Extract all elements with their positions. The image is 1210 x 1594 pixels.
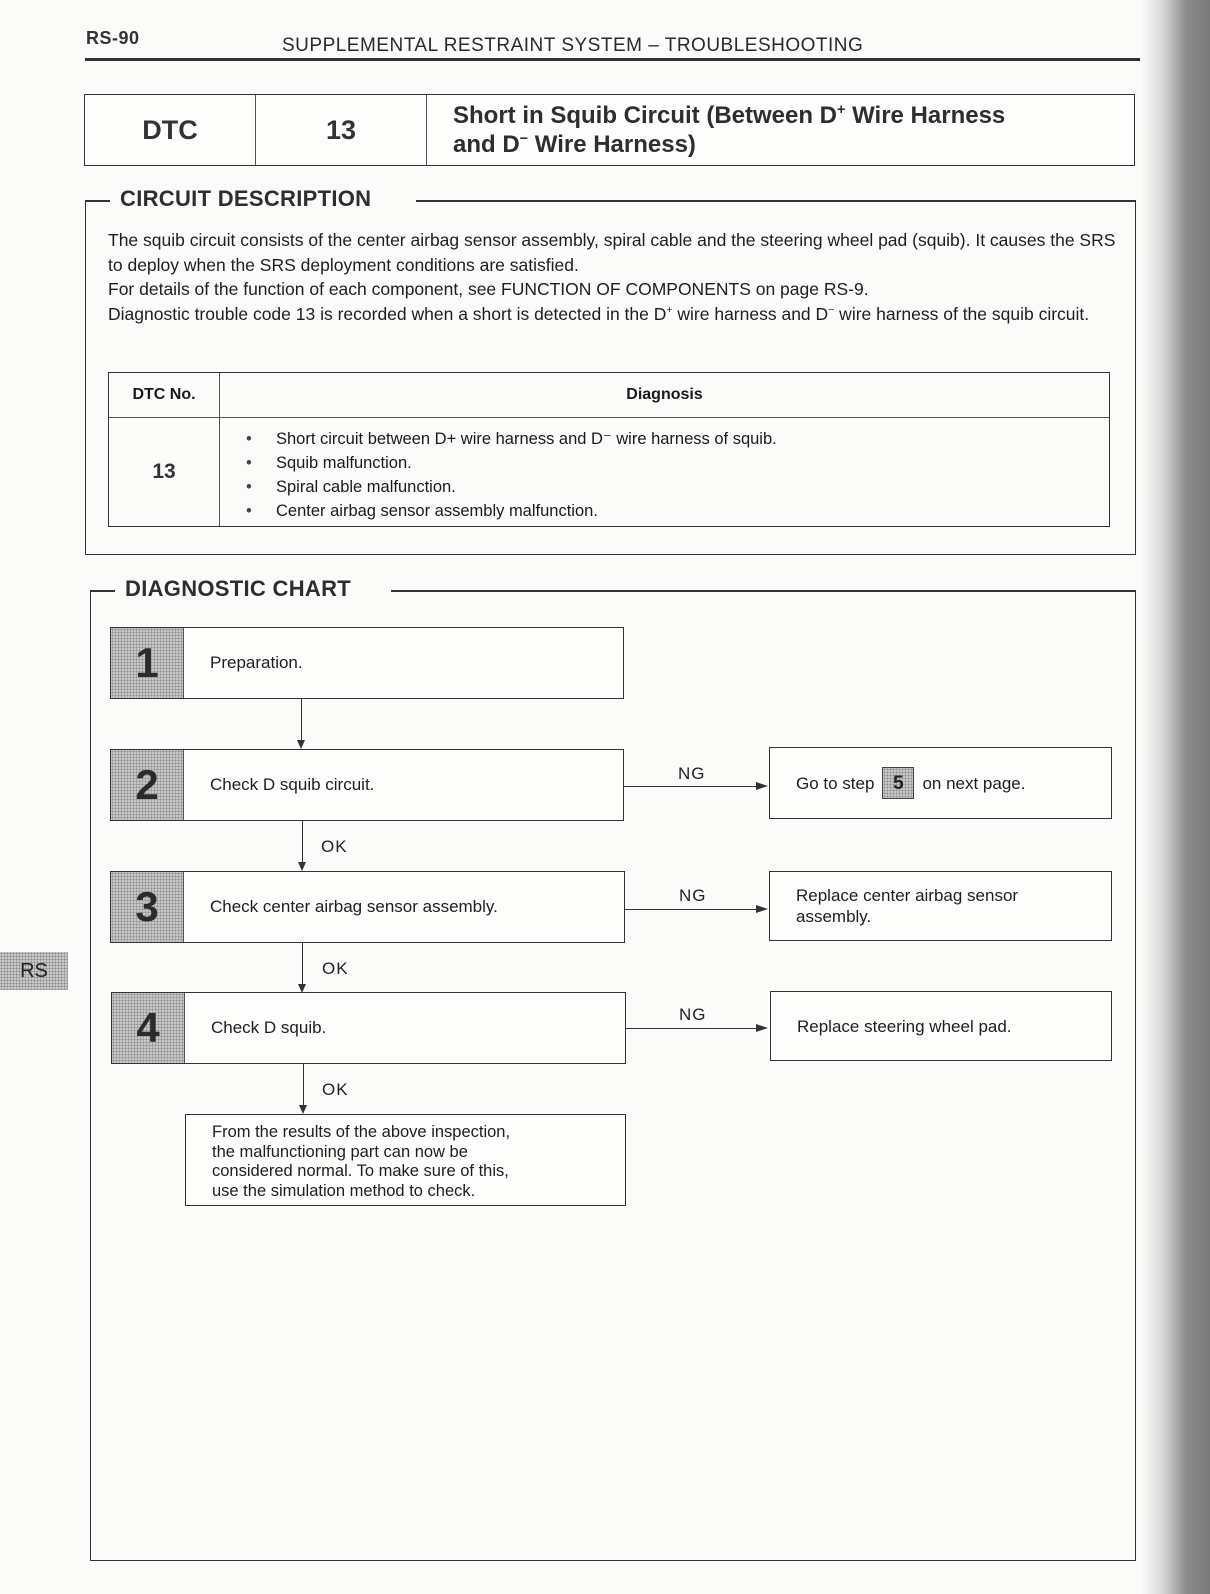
step-text: Preparation. bbox=[210, 653, 303, 672]
diagnosis-item: • Squib malfunction. bbox=[246, 451, 777, 475]
step-2-box[interactable] bbox=[110, 749, 624, 821]
step-4-ng-result[interactable]: Replace steering wheel pad. bbox=[770, 991, 1112, 1061]
arrow-down-icon bbox=[298, 862, 306, 871]
diagnosis-list bbox=[220, 418, 777, 523]
connector-line bbox=[302, 942, 303, 984]
step-number-badge: 3 bbox=[111, 872, 184, 942]
step-2-ng-result[interactable]: Go to step 5 on next page. bbox=[769, 747, 1112, 819]
final-text-line: the malfunctioning part can now be bbox=[212, 1142, 468, 1161]
ng-connector-line bbox=[625, 1028, 758, 1029]
dtc-label: DTC bbox=[85, 95, 256, 165]
header-rule bbox=[85, 58, 1140, 61]
dtc-title-line1: Short in Squib Circuit (Between D+ Wire Harness bbox=[453, 102, 1006, 129]
final-text-line: use the simulation method to check. bbox=[212, 1181, 476, 1200]
frame-line bbox=[90, 590, 118, 592]
ng-label: NG bbox=[678, 764, 706, 783]
diagnosis-item: • Spiral cable malfunction. bbox=[246, 475, 777, 499]
arrow-down-icon bbox=[299, 1105, 307, 1114]
final-text-line: From the results of the above inspection, bbox=[212, 1123, 511, 1141]
circuit-description-section bbox=[85, 186, 1136, 555]
frame-line bbox=[85, 200, 113, 202]
dtc-code: 13 bbox=[256, 95, 427, 165]
diagnosis-table bbox=[108, 372, 1110, 527]
dtc-title bbox=[427, 95, 1134, 165]
diagnosis-cell bbox=[220, 418, 1109, 526]
ok-label: OK bbox=[321, 837, 348, 856]
arrow-right-icon bbox=[756, 905, 768, 913]
connector-line bbox=[303, 1063, 304, 1105]
step-3-box[interactable] bbox=[110, 871, 625, 943]
dtc-title-line2: and D− Wire Harness) bbox=[453, 131, 696, 158]
step-text: Check D squib. bbox=[211, 1018, 327, 1037]
ng-connector-line bbox=[624, 909, 758, 910]
ng-connector-line bbox=[623, 786, 758, 787]
page-number: RS-90 bbox=[86, 28, 140, 48]
description-paragraph: The squib circuit consists of the center airbag sensor assembly, spiral cable and the steering wheel pad (squib). It causes the SRS to deploy when the SRS deployment conditions are satisfied. bbox=[108, 230, 1116, 275]
step-text: Check D squib circuit. bbox=[210, 775, 375, 794]
arrow-down-icon bbox=[297, 740, 305, 749]
description-paragraph: For details of the function of each component, see FUNCTION OF COMPONENTS on page RS-9. bbox=[108, 279, 869, 299]
connector-line bbox=[301, 698, 302, 740]
table-row bbox=[109, 418, 1109, 526]
step-5-reference[interactable]: 5 bbox=[882, 767, 914, 799]
connector-line bbox=[302, 820, 303, 862]
ok-label: OK bbox=[322, 1080, 349, 1099]
diagnostic-chart-heading: DIAGNOSTIC CHART bbox=[115, 576, 361, 602]
dtc-no-cell: 13 bbox=[109, 418, 220, 526]
column-header-diagnosis: Diagnosis bbox=[626, 386, 703, 403]
arrow-down-icon bbox=[298, 984, 306, 993]
arrow-right-icon bbox=[756, 782, 768, 790]
step-4-box[interactable] bbox=[111, 992, 626, 1064]
diagnosis-item: • Short circuit between D+ wire harness and D⁻ wire harness of squib. bbox=[246, 427, 777, 451]
description-paragraph: Diagnostic trouble code 13 is recorded when a short is detected in the D+ wire harness and D− wire harness of the squib circuit. bbox=[108, 303, 1090, 324]
page-binding-shadow bbox=[1142, 0, 1210, 1594]
step-number-badge: 1 bbox=[111, 628, 184, 698]
circuit-description-text bbox=[108, 228, 1118, 326]
step-1-box[interactable] bbox=[110, 627, 624, 699]
final-result-box bbox=[185, 1114, 626, 1206]
diagnosis-item: • Center airbag sensor assembly malfunction. bbox=[246, 499, 777, 523]
dtc-title-table bbox=[84, 94, 1135, 166]
step-number-badge: 2 bbox=[111, 750, 184, 820]
step-3-ng-result[interactable]: Replace center airbag sensor assembly. bbox=[769, 871, 1112, 941]
frame-line bbox=[391, 590, 1136, 592]
ok-label: OK bbox=[322, 959, 349, 978]
step-number-badge: 4 bbox=[112, 993, 185, 1063]
diagnosis-table-header bbox=[109, 373, 1109, 418]
frame-line bbox=[416, 200, 1136, 202]
circuit-description-heading: CIRCUIT DESCRIPTION bbox=[110, 186, 381, 212]
diagnostic-chart-section bbox=[90, 576, 1136, 1561]
ng-label: NG bbox=[679, 1005, 707, 1024]
section-index-tab[interactable]: RS bbox=[0, 952, 68, 990]
ng-label: NG bbox=[679, 886, 707, 905]
column-header-dtc-no: DTC No. bbox=[109, 373, 220, 417]
arrow-right-icon bbox=[756, 1024, 768, 1032]
step-text: Check center airbag sensor assembly. bbox=[210, 897, 498, 916]
page-header: SUPPLEMENTAL RESTRAINT SYSTEM – TROUBLESHOOTING bbox=[282, 35, 864, 56]
final-text-line: considered normal. To make sure of this, bbox=[212, 1162, 509, 1180]
